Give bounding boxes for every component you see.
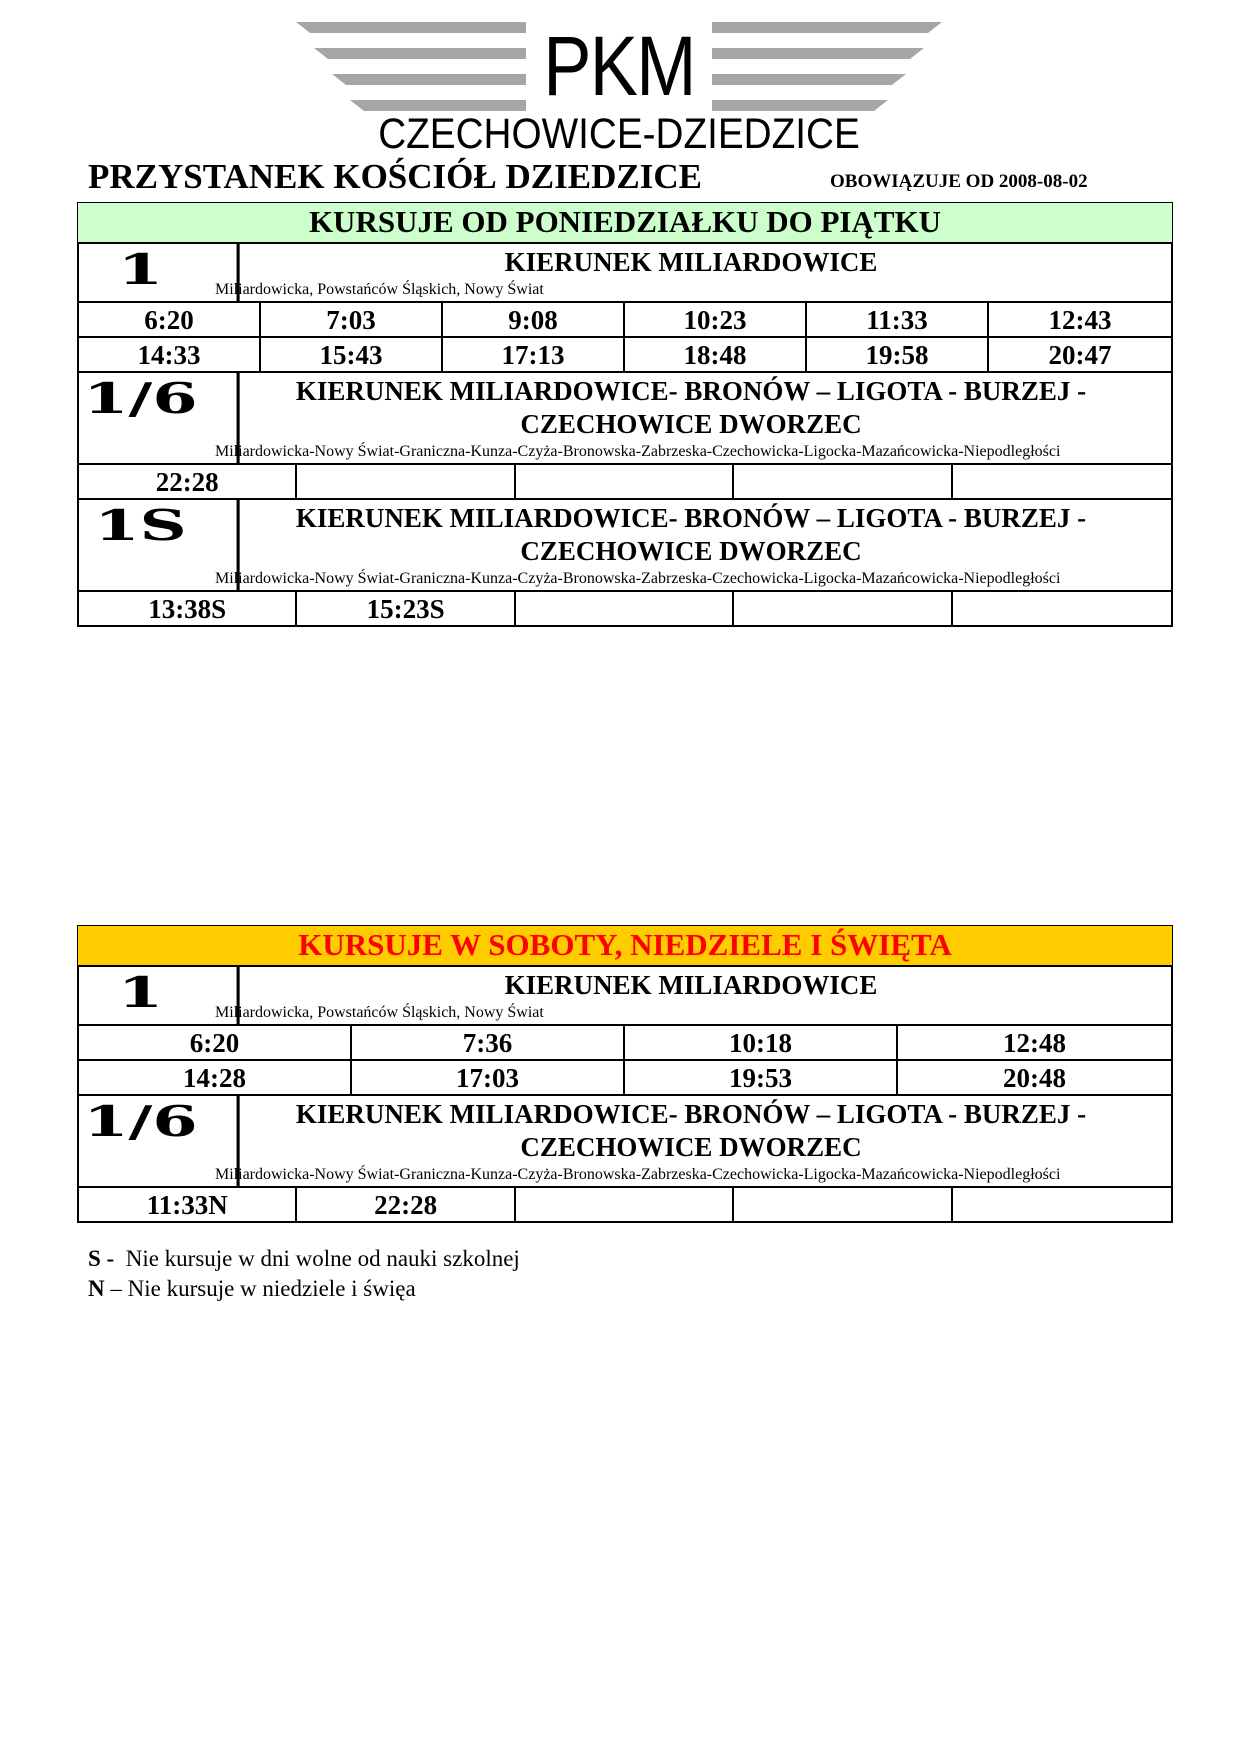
route-info <box>205 500 1171 590</box>
route-streets: Miliardowicka-Nowy Świat-Graniczna-Kunza-Czyża-Bronowska-Zabrzeska-Czechowicka-Ligocka-Mazańcowicka-Niepodległości <box>215 1166 1061 1183</box>
route-block <box>77 498 1173 627</box>
departure-time: 10:18 <box>625 1026 898 1059</box>
departure-time: 20:48 <box>1003 1063 1066 1093</box>
route-number: 1/6 <box>44 373 239 463</box>
departure-time: 12:48 <box>1003 1028 1066 1058</box>
departure-time: 15:23S <box>297 592 515 625</box>
time-row <box>79 1026 1171 1059</box>
time-row <box>79 1059 1171 1094</box>
departure-time: 11:33N <box>79 1188 297 1221</box>
time-row <box>79 465 1171 498</box>
route-header <box>79 500 1171 592</box>
departure-time: 9:08 <box>443 303 625 336</box>
departure-time <box>953 1188 1171 1221</box>
departure-time: 6:20 <box>79 1026 352 1059</box>
departure-time: 12:43 <box>1048 305 1112 335</box>
route-direction: KIERUNEK MILIARDOWICE <box>504 247 878 277</box>
route-header <box>79 244 1171 303</box>
route-streets: Miliardowicka-Nowy Świat-Graniczna-Kunza-Czyża-Bronowska-Zabrzeska-Czechowicka-Ligocka-Mazańcowicka-Niepodległości <box>215 443 1061 460</box>
departure-time <box>734 1188 952 1221</box>
departure-time <box>516 592 734 625</box>
route-direction: KIERUNEK MILIARDOWICE- BRONÓW – LIGOTA - BURZEJ - CZECHOWICE DWORZEC <box>295 376 1087 439</box>
departure-time: 19:53 <box>625 1061 898 1094</box>
departure-times <box>79 303 1171 371</box>
departure-time <box>953 465 1171 498</box>
route-info <box>205 967 1171 1024</box>
weekday-schedule <box>77 202 1173 627</box>
legend-item <box>88 1244 520 1274</box>
route-block <box>77 371 1173 498</box>
route-number: 1 <box>44 244 239 301</box>
legend-key: N <box>88 1276 105 1301</box>
time-row <box>79 1188 1171 1221</box>
departure-time <box>516 465 734 498</box>
route-number: 1S <box>44 500 239 590</box>
departure-time <box>297 465 515 498</box>
departure-time: 10:23 <box>625 303 807 336</box>
time-row <box>79 336 1171 371</box>
departure-time <box>734 592 952 625</box>
legend <box>88 1244 520 1304</box>
route-direction: KIERUNEK MILIARDOWICE- BRONÓW – LIGOTA - BURZEJ - CZECHOWICE DWORZEC <box>295 1099 1087 1162</box>
route-streets: Miliardowicka, Powstańców Śląskich, Nowy Świat <box>215 281 544 298</box>
departure-time <box>516 1188 734 1221</box>
departure-times <box>79 592 1171 625</box>
departure-time: 13:38S <box>79 592 297 625</box>
departure-time: 17:03 <box>352 1061 625 1094</box>
logo-city: CZECHOWICE-DZIEDZICE <box>378 110 860 158</box>
departure-time: 6:20 <box>79 303 261 336</box>
departure-time: 17:13 <box>443 338 625 371</box>
route-block <box>77 1094 1173 1223</box>
time-row <box>79 592 1171 625</box>
departure-time: 14:33 <box>79 338 261 371</box>
route-info <box>205 244 1171 301</box>
route-direction: KIERUNEK MILIARDOWICE <box>504 970 878 1000</box>
legend-text: – Nie kursuje w niedziele i święa <box>104 1276 416 1301</box>
route-info <box>205 373 1171 463</box>
route-header <box>79 967 1171 1026</box>
route-streets: Miliardowicka-Nowy Świat-Graniczna-Kunza-Czyża-Bronowska-Zabrzeska-Czechowicka-Ligocka-Mazańcowicka-Niepodległości <box>215 570 1061 587</box>
time-row <box>79 303 1171 336</box>
stop-title: PRZYSTANEK KOŚCIÓŁ DZIEDZICE <box>88 157 702 196</box>
departure-time: 7:03 <box>261 303 443 336</box>
departure-time: 19:58 <box>807 338 989 371</box>
departure-times <box>79 465 1171 498</box>
departure-time: 18:48 <box>625 338 807 371</box>
legend-item <box>88 1274 520 1304</box>
route-number: 1 <box>44 967 239 1024</box>
departure-time: 22:28 <box>79 465 297 498</box>
route-block <box>77 965 1173 1094</box>
departure-time: 20:47 <box>1048 340 1112 370</box>
weekend-schedule <box>77 925 1173 1223</box>
route-header <box>79 373 1171 465</box>
departure-time: 22:28 <box>297 1188 515 1221</box>
departure-time: 15:43 <box>261 338 443 371</box>
route-direction: KIERUNEK MILIARDOWICE- BRONÓW – LIGOTA - BURZEJ - CZECHOWICE DWORZEC <box>295 503 1087 566</box>
departure-times <box>79 1026 1171 1094</box>
legend-text: Nie kursuje w dni wolne od nauki szkolnej <box>114 1246 520 1271</box>
route-number: 1/6 <box>44 1096 239 1186</box>
valid-from-date: OBOWIĄZUJE OD 2008-08-02 <box>830 171 1088 192</box>
legend-key: S - <box>88 1246 115 1271</box>
departure-times <box>79 1188 1171 1221</box>
logo-text: PKM <box>543 19 695 113</box>
pkm-logo <box>296 14 942 158</box>
route-info <box>205 1096 1171 1186</box>
route-block <box>77 242 1173 371</box>
departure-time: 11:33 <box>807 303 989 336</box>
weekend-header: KURSUJE W SOBOTY, NIEDZIELE I ŚWIĘTA <box>77 925 1173 965</box>
route-header <box>79 1096 1171 1188</box>
weekday-header: KURSUJE OD PONIEDZIAŁKU DO PIĄTKU <box>77 202 1173 242</box>
route-streets: Miliardowicka, Powstańców Śląskich, Nowy Świat <box>215 1004 544 1021</box>
departure-time <box>953 592 1171 625</box>
departure-time: 14:28 <box>79 1061 352 1094</box>
departure-time: 7:36 <box>352 1026 625 1059</box>
departure-time <box>734 465 952 498</box>
